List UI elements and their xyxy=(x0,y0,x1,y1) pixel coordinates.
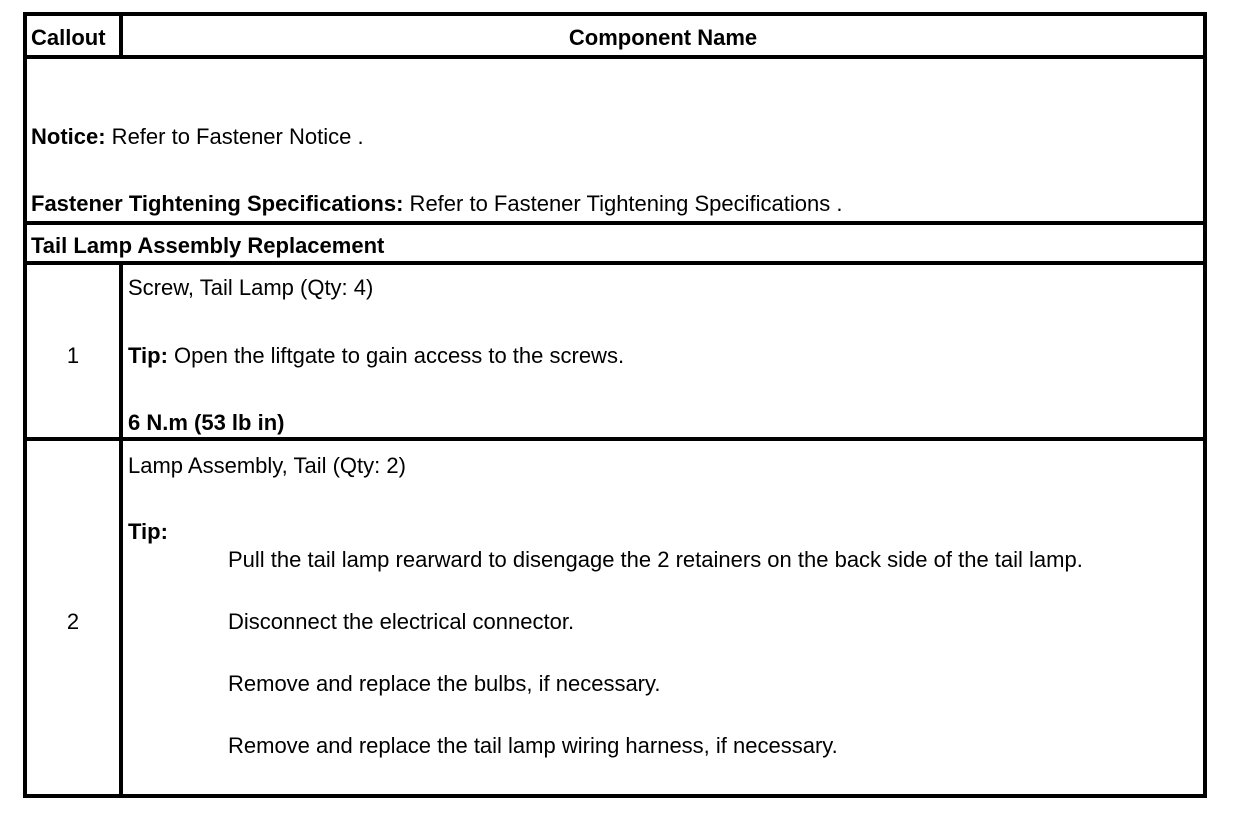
row-1-tip xyxy=(128,343,624,369)
column-divider-rows xyxy=(119,261,123,798)
row-2-step-4: Remove and replace the tail lamp wiring harness, if necessary. xyxy=(228,733,838,758)
row-1-tip-text: Open the liftgate to gain access to the screws. xyxy=(167,343,625,368)
fastener-specs-label: Fastener Tightening Specifications: xyxy=(31,191,404,216)
row-1-divider xyxy=(27,437,1203,441)
row-1-component: Screw, Tail Lamp (Qty: 4) xyxy=(128,275,374,300)
procedure-table xyxy=(23,12,1207,798)
row-2-component: Lamp Assembly, Tail (Qty: 2) xyxy=(128,453,406,478)
row-1-tip-label: Tip: xyxy=(128,343,168,368)
row-2-step-2: Disconnect the electrical connector. xyxy=(228,609,575,634)
notice-line xyxy=(31,124,364,150)
notice-text: Refer to Fastener Notice . xyxy=(105,124,364,149)
header-divider xyxy=(27,55,1203,59)
notice-label: Notice: xyxy=(31,124,106,149)
row-2-tip-label: Tip: xyxy=(128,519,168,544)
section-title: Tail Lamp Assembly Replacement xyxy=(31,233,385,258)
section-divider xyxy=(27,261,1203,265)
row-2-step-1: Pull the tail lamp rearward to disengage the 2 retainers on the back side of the tail lamp. xyxy=(228,547,1083,572)
callout-column-header: Callout xyxy=(31,25,106,50)
row-2-callout: 2 xyxy=(66,609,80,634)
row-2-step-3: Remove and replace the bulbs, if necessary. xyxy=(228,671,661,696)
row-1-torque-spec: 6 N.m (53 lb in) xyxy=(128,410,285,435)
fastener-specs-line xyxy=(31,191,842,217)
row-1-callout: 1 xyxy=(66,343,80,368)
component-name-column-header: Component Name xyxy=(568,25,758,50)
notice-divider xyxy=(27,221,1203,225)
fastener-specs-text: Refer to Fastener Tightening Specifications . xyxy=(403,191,843,216)
column-divider-header xyxy=(119,16,123,56)
